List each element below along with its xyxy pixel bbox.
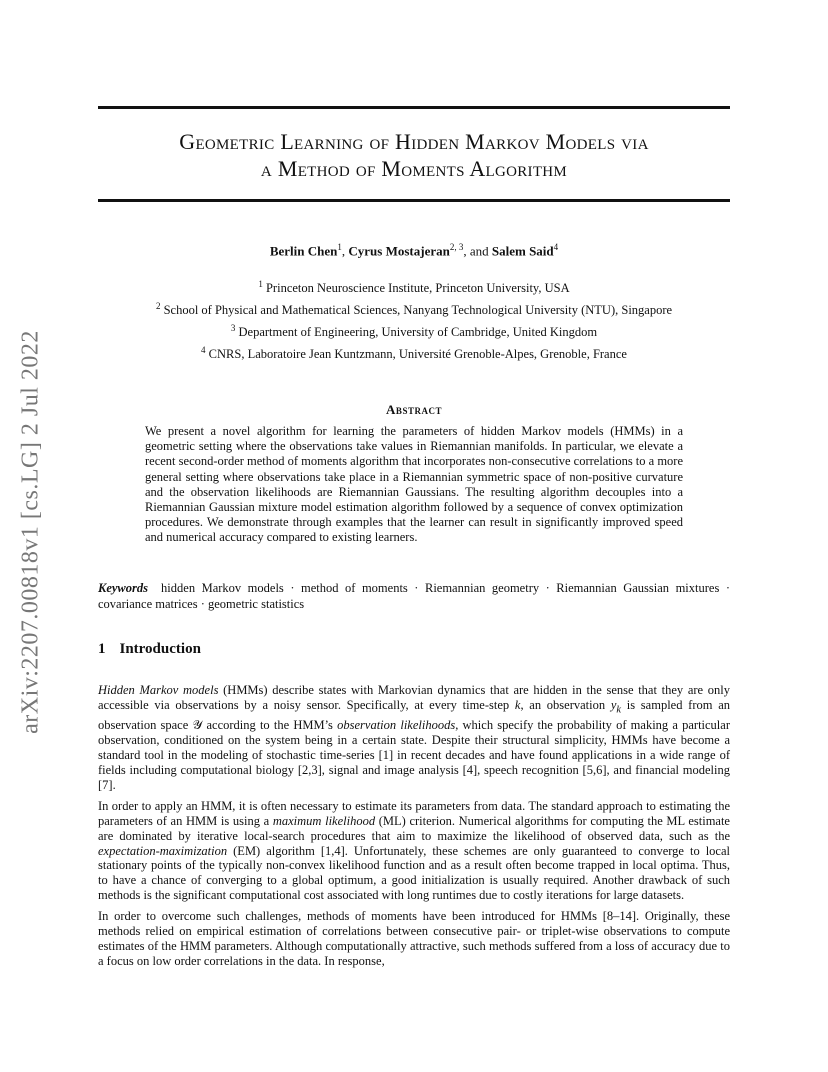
body-text xyxy=(98,683,730,975)
affiliations xyxy=(98,275,730,364)
paper-title xyxy=(98,128,730,182)
paragraph-3: In order to overcome such challenges, methods of moments have been introduced for HMMs [8–14]. Originally, these methods relied on empirical estimation of correlations between consecutive pair- or triplet-wise observations to compute estimates of the HMM parameters. Although computationally attractive, such methods suffered from a loss of accuracy due to a focus on low order correlations in the data. In response, xyxy=(98,909,730,968)
keywords-text: hidden Markov models · method of moments · Riemannian geometry · Riemannian Gaussian mixtures · covariance matrices · geometric statistics xyxy=(98,581,731,611)
math-subscript: k xyxy=(616,704,622,716)
section-heading xyxy=(98,641,201,658)
text-run: is sampled from an observation space xyxy=(98,697,731,733)
math-symbol: 𝒴 xyxy=(192,718,203,733)
arxiv-identifier: arXiv:2207.00818v1 [cs.LG] 2 Jul 2022 xyxy=(17,330,44,734)
arxiv-stamp xyxy=(0,322,62,742)
affiliation-text: Department of Engineering, University of Cambridge, United Kingdom xyxy=(238,325,598,340)
affiliation-marker: 3 xyxy=(230,323,236,334)
affiliation-marker: 4 xyxy=(201,345,206,356)
author-3: Salem Said xyxy=(491,243,554,259)
text-run: (EM) algorithm [1,4]. Unfortunately, these schemes are only guaranteed to converge to local stationary points of the typically non-convex likelihood function and as a result often become trapped in local optima. Thus, to have a chance of converging to a global optimum, a good initialization is usually required. Another drawback of such methods is the significant computational cost associated with long runtimes due to costly iterations for large datasets. xyxy=(98,843,730,903)
text-run: In order to apply an HMM, it is often necessary to estimate its parameters from data. The standard approach to estimating the parameters of an HMM is using a xyxy=(98,798,730,828)
author-1-affil: 1 xyxy=(337,242,342,252)
abstract-heading: Abstract xyxy=(386,402,442,417)
emphasis: observation likelihoods xyxy=(337,718,456,733)
affiliation-4 xyxy=(98,341,730,363)
title-bottom-rule xyxy=(98,199,730,202)
section-number: 1 xyxy=(98,641,106,657)
math-variable: k xyxy=(514,697,521,712)
author-2: Cyrus Mostajeran xyxy=(348,243,450,259)
author-list xyxy=(98,242,730,259)
text-run: , which specify the probability of making a particular observation, conditioned on the system being in a certain state. Despite their structural simplicity, HMMs have become a standard tool in the modeling of stochastic time-series [1] in recent decades and have found applications in a wide range of fields including computational biology [2,3], signal and image analysis [4], speech recognition [5,6], and financial modeling [7]. xyxy=(98,718,730,792)
keywords-label: Keywords xyxy=(98,581,148,595)
author-2-affil: 2, 3 xyxy=(449,242,464,252)
author-3-affil: 4 xyxy=(553,242,559,252)
emphasis: expectation-maximization xyxy=(98,843,228,858)
affiliation-3 xyxy=(98,319,730,341)
author-separator: , xyxy=(341,243,349,259)
text-run: (HMMs) describe states with Markovian dynamics that are hidden in the sense that they are only accessible via observations by a noisy sensor. Specifically, at every time-step xyxy=(98,683,730,712)
text-run: , an observation xyxy=(520,697,611,712)
affiliation-text: CNRS, Laboratoire Jean Kuntzmann, Université Grenoble-Alpes, Grenoble, France xyxy=(208,347,627,362)
affiliation-2 xyxy=(98,297,730,319)
section-title: Introduction xyxy=(119,641,201,657)
title-line-2: a Method of Moments Algorithm xyxy=(260,156,568,181)
author-separator: , and xyxy=(463,243,492,259)
keywords xyxy=(98,581,730,612)
math-variable: y xyxy=(610,697,617,712)
affiliation-marker: 2 xyxy=(155,301,161,312)
paragraph-2 xyxy=(98,799,730,903)
text-run: according to the HMM’s xyxy=(202,718,338,733)
title-top-rule xyxy=(98,106,730,109)
affiliation-text: Princeton Neuroscience Institute, Princeton University, USA xyxy=(265,281,570,296)
emphasis: Hidden Markov models xyxy=(98,683,219,697)
text-run: (ML) criterion. Numerical algorithms for computing the ML estimate are dominated by iterative local-search procedures that aim to maximize the likelihood of observed data, such as the xyxy=(98,813,730,843)
affiliation-marker: 1 xyxy=(258,279,263,289)
paragraph-1 xyxy=(98,683,730,793)
affiliation-1 xyxy=(98,275,730,297)
abstract-text: We present a novel algorithm for learning the parameters of hidden Markov models (HMMs) in a geometric setting where the observations take values in Riemannian manifolds. In particular, we elevate a recent second-order method of moments algorithm that incorporates non-consecutive correlations to a more general setting where observations take place in a Riemannian symmetric space of non-positive curvature and the observation likelihoods are Riemannian Gaussians. The resulting algorithm decouples into a Riemannian Gaussian mixture model estimation algorithm followed by a sequence of convex optimization procedures. We demonstrate through examples that the learner can result in significantly improved speed and numerical accuracy compared to existing learners. xyxy=(145,424,684,545)
author-1: Berlin Chen xyxy=(269,243,338,259)
affiliation-text: School of Physical and Mathematical Sciences, Nanyang Technological University (NTU), Singapore xyxy=(163,303,673,318)
title-line-1: Geometric Learning of Hidden Markov Models via xyxy=(179,129,649,154)
emphasis: maximum likelihood xyxy=(272,813,376,828)
